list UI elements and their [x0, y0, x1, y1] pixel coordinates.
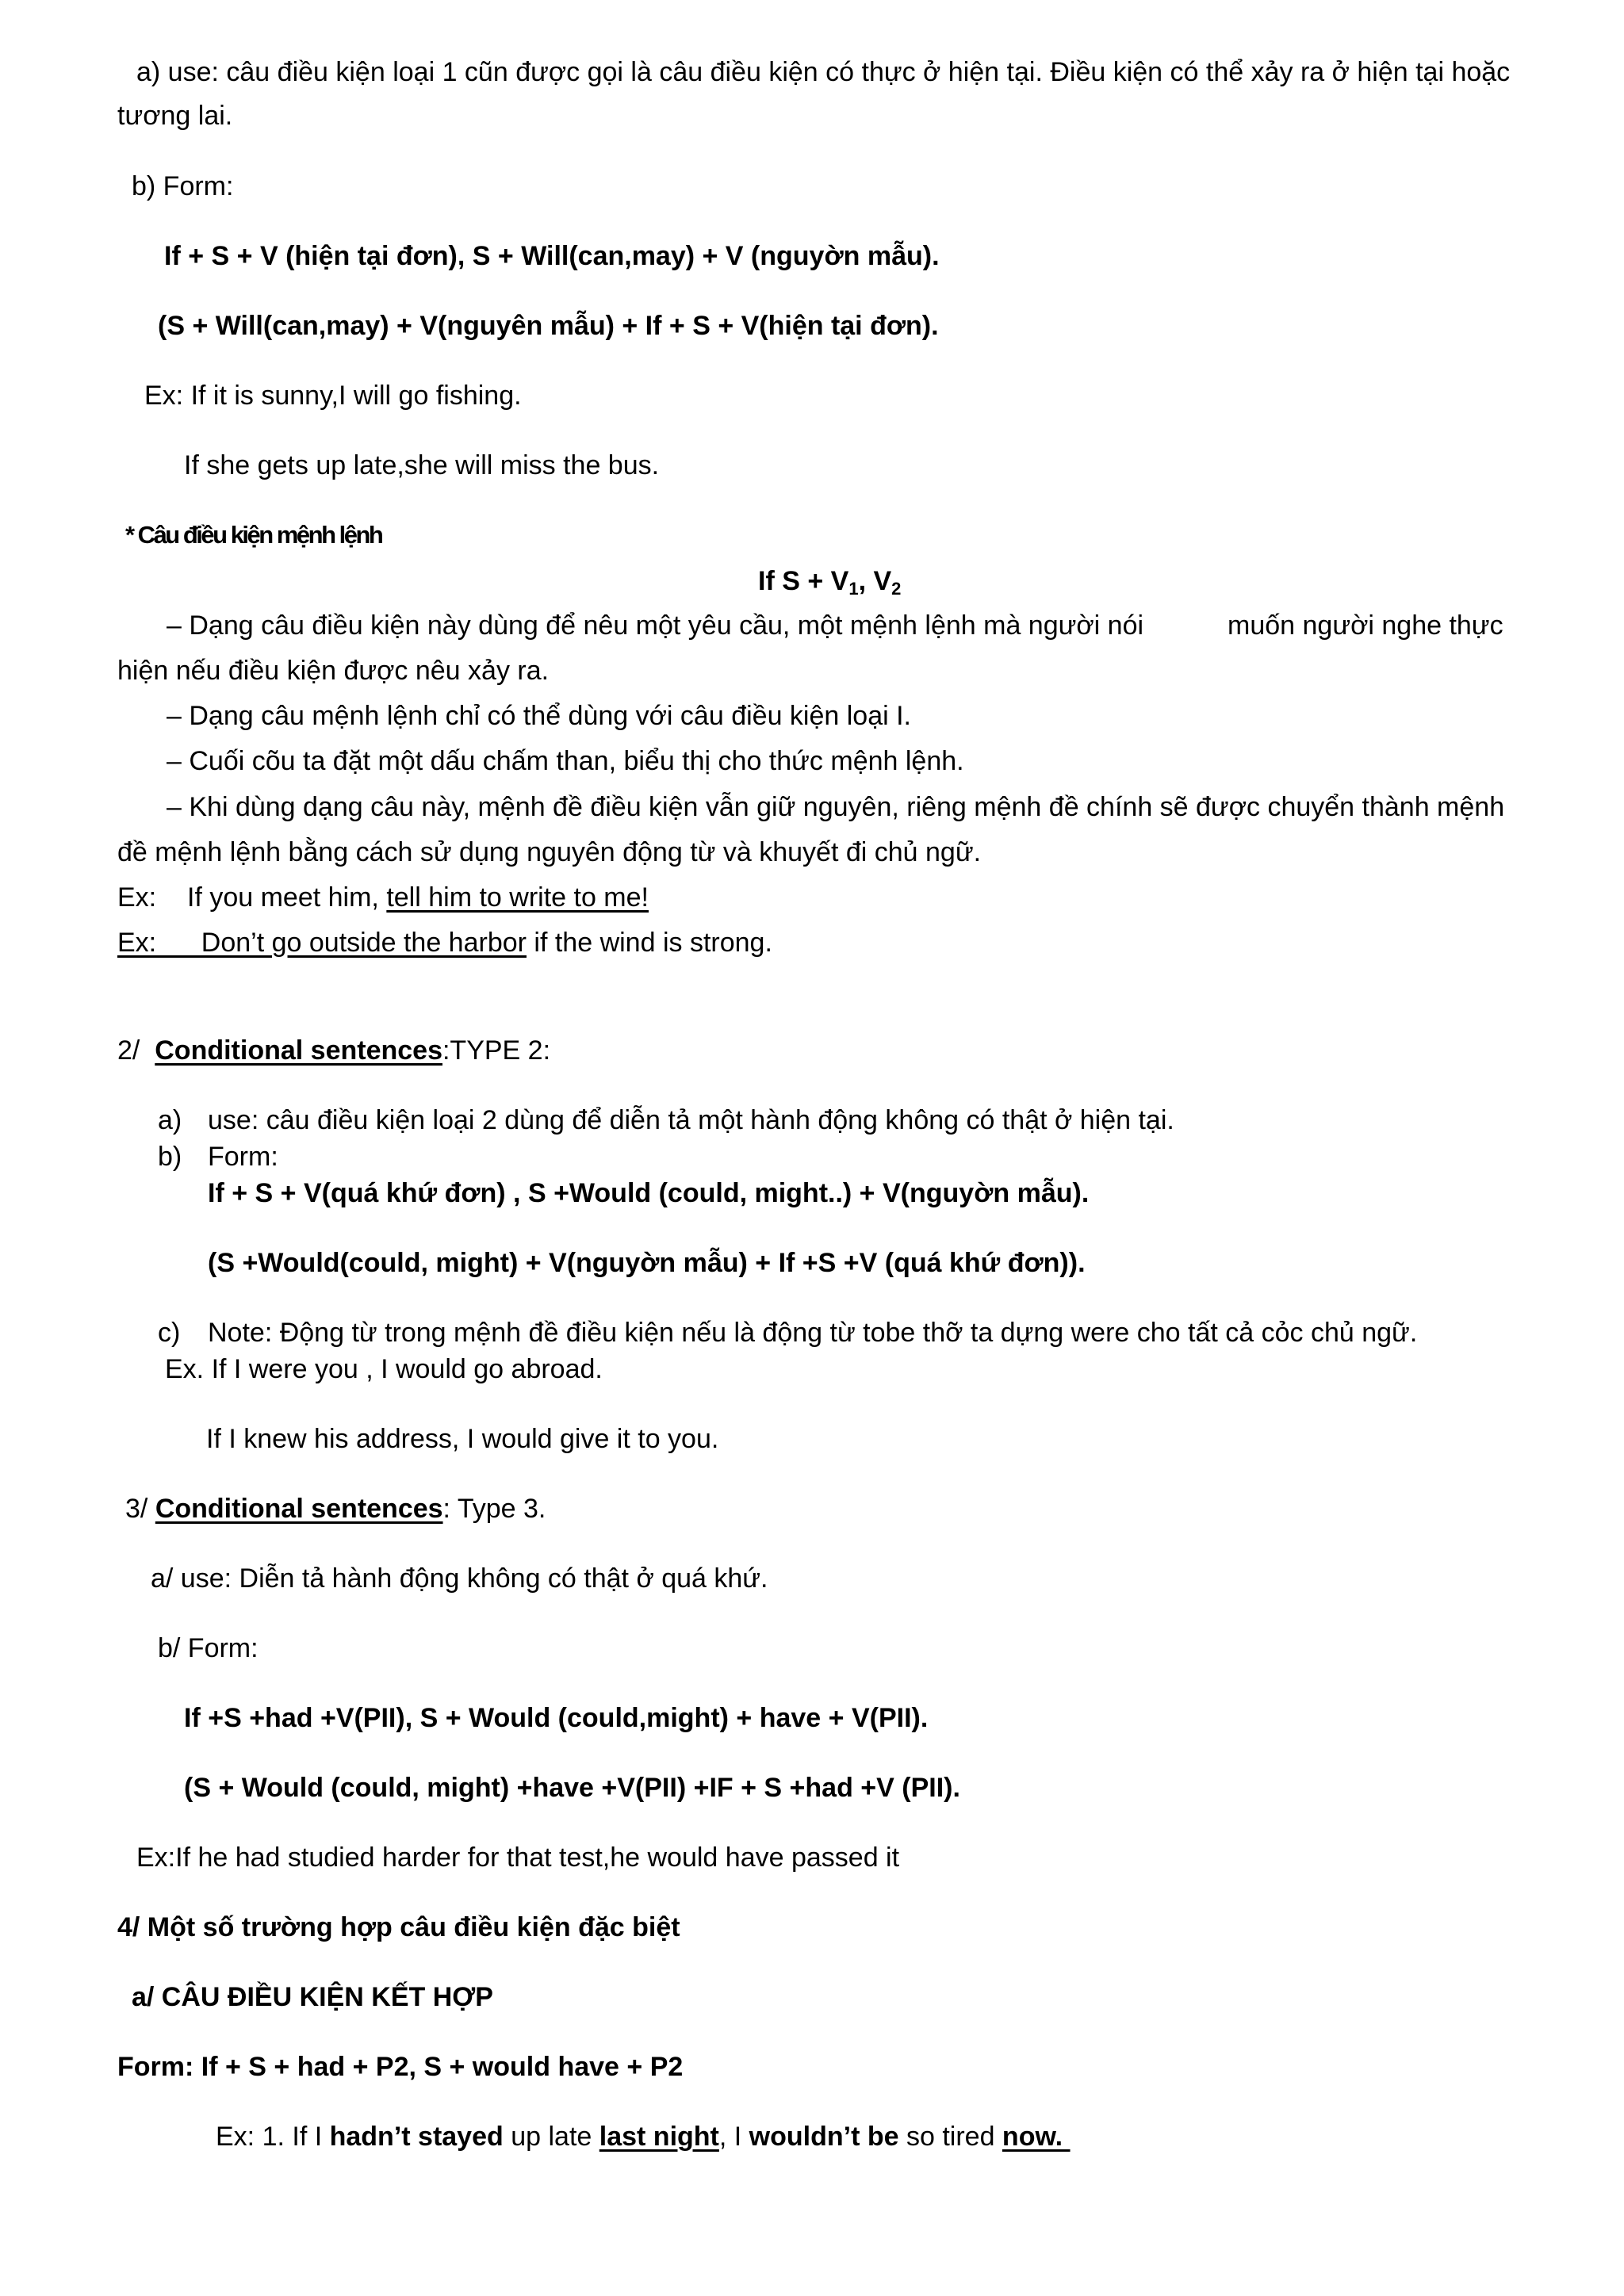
- type2-example2: If I knew his address, I would give it to you.: [206, 1424, 719, 1454]
- type2-b-label: b): [158, 1142, 182, 1172]
- type1-example2: If she gets up late,she will miss the bus.: [184, 450, 660, 480]
- type2-c-text: Note: Động từ trong mệnh đề điều kiện nếu là động từ tobe thỡ ta dựng were cho tất cả cỏc chủ ngữ.: [208, 1318, 1418, 1348]
- example2-rest: if the wind is strong.: [526, 928, 772, 958]
- type3-form1: If +S +had +V(PII), S + Would (could,might) + have + V(PII).: [184, 1703, 929, 1733]
- imperative-example1: [187, 881, 649, 914]
- type1-example1: Ex: If it is sunny,I will go fishing.: [144, 381, 522, 411]
- type3-use: a/ use: Diễn tả hành động không có thật ở quá khứ.: [151, 1563, 768, 1594]
- imperative-p1-line1b: muốn người nghe thực: [1228, 610, 1503, 641]
- type1-form2: (S + Will(can,may) + V(nguyên mẫu) + If + S + V(hiện tại đơn).: [158, 311, 939, 341]
- imperative-p1-line1a: – Dạng câu điều kiện này dùng để nêu một yêu cầu, một mệnh lệnh mà người nói: [167, 610, 1144, 641]
- type2-heading-num: 2/: [117, 1035, 155, 1066]
- type2-a-text: use: câu điều kiện loại 2 dùng để diễn tả một hành động không có thật ở hiện tại.: [208, 1105, 1174, 1135]
- imperative-p4-line2: đề mệnh lệnh bằng cách sử dụng nguyên động từ và khuyết đi chủ ngữ.: [117, 837, 982, 867]
- type3-heading-rest: : Type 3.: [442, 1494, 546, 1524]
- special-ex-bold2: wouldn’t be: [749, 2122, 899, 2152]
- type2-form1: If + S + V(quá khứ đơn) , S +Would (could, might..) + V(nguyờn mẫu).: [208, 1178, 1090, 1208]
- imperative-formula: [758, 564, 901, 598]
- special-heading: 4/ Một số trường hợp câu điều kiện đặc biệt: [117, 1912, 680, 1942]
- imperative-p2: – Dạng câu mệnh lệnh chỉ có thể dùng với câu điều kiện loại I.: [167, 701, 912, 731]
- type1-form-label: b) Form:: [132, 171, 234, 201]
- imperative-p1-line2: hiện nếu điều kiện được nêu xảy ra.: [117, 656, 550, 686]
- special-form: Form: If + S + had + P2, S + would have + P2: [117, 2052, 684, 2082]
- type3-form-label: b/ Form:: [158, 1633, 259, 1663]
- formula-mid: , V: [858, 566, 892, 596]
- type2-form2: (S +Would(could, might) + V(nguyờn mẫu) + If +S +V (quá khứ đơn)).: [208, 1248, 1086, 1278]
- example1-text: If you meet him,: [187, 882, 387, 913]
- special-ex-mid1: up late: [503, 2122, 599, 2152]
- type3-heading-link: Conditional sentences: [155, 1494, 443, 1524]
- special-example: [216, 2120, 1071, 2153]
- imperative-p3: – Cuối cõu ta đặt một dấu chấm than, biểu thị cho thức mệnh lệnh.: [167, 746, 964, 776]
- special-ex-bold-underlined1: last night: [599, 2122, 719, 2152]
- type2-heading: [117, 1034, 550, 1067]
- example2-underlined: Ex: Don’t go outside the harbor: [117, 928, 527, 958]
- type1-use-line2: tương lai.: [117, 101, 233, 131]
- type3-form2: (S + Would (could, might) +have +V(PII) +IF + S +had +V (PII).: [184, 1773, 960, 1803]
- type3-example: Ex:If he had studied harder for that test,he would have passed it: [136, 1843, 900, 1873]
- type2-a-label: a): [158, 1105, 182, 1135]
- type2-heading-link: Conditional sentences: [155, 1035, 442, 1066]
- special-ex-bold-underlined2: now.: [1002, 2122, 1071, 2152]
- type2-b-text: Form:: [208, 1142, 278, 1172]
- imperative-example1-label: Ex:: [117, 882, 157, 913]
- special-ex-mid3: so tired: [898, 2122, 1002, 2152]
- special-ex-bold1: hadn’t stayed: [329, 2122, 504, 2152]
- example1-underlined: tell him to write to me!: [386, 882, 649, 913]
- imperative-p4-line1: – Khi dùng dạng câu này, mệnh đề điều kiện vẫn giữ nguyên, riêng mệnh đề chính sẽ được chuyển thành mệnh: [167, 792, 1505, 822]
- type2-example1: Ex. If I were you , I would go abroad.: [165, 1354, 603, 1384]
- imperative-example2: [117, 926, 772, 959]
- special-ex-mid2: , I: [718, 2122, 749, 2152]
- type2-c-label: c): [158, 1318, 181, 1348]
- type3-heading: [125, 1492, 546, 1525]
- formula-prefix: If S + V: [758, 566, 849, 596]
- special-sub-heading: a/ CÂU ĐIỀU KIỆN KẾT HỢP: [132, 1982, 493, 2012]
- special-ex-prefix: Ex: 1. If I: [216, 2122, 330, 2152]
- type1-form1: If + S + V (hiện tại đơn), S + Will(can,may) + V (nguyờn mẫu).: [164, 241, 940, 271]
- type2-heading-rest: :TYPE 2:: [442, 1035, 551, 1066]
- type3-heading-num: 3/: [125, 1494, 155, 1524]
- imperative-heading: * Câu điều kiện mệnh lệnh: [125, 521, 382, 549]
- formula-sub1: 1: [848, 579, 859, 599]
- formula-sub2: 2: [891, 579, 902, 599]
- type1-use-line1: a) use: câu điều kiện loại 1 cũn được gọi là câu điều kiện có thực ở hiện tại. Điều kiện có thể xảy ra ở hiện tại hoặc: [136, 57, 1511, 87]
